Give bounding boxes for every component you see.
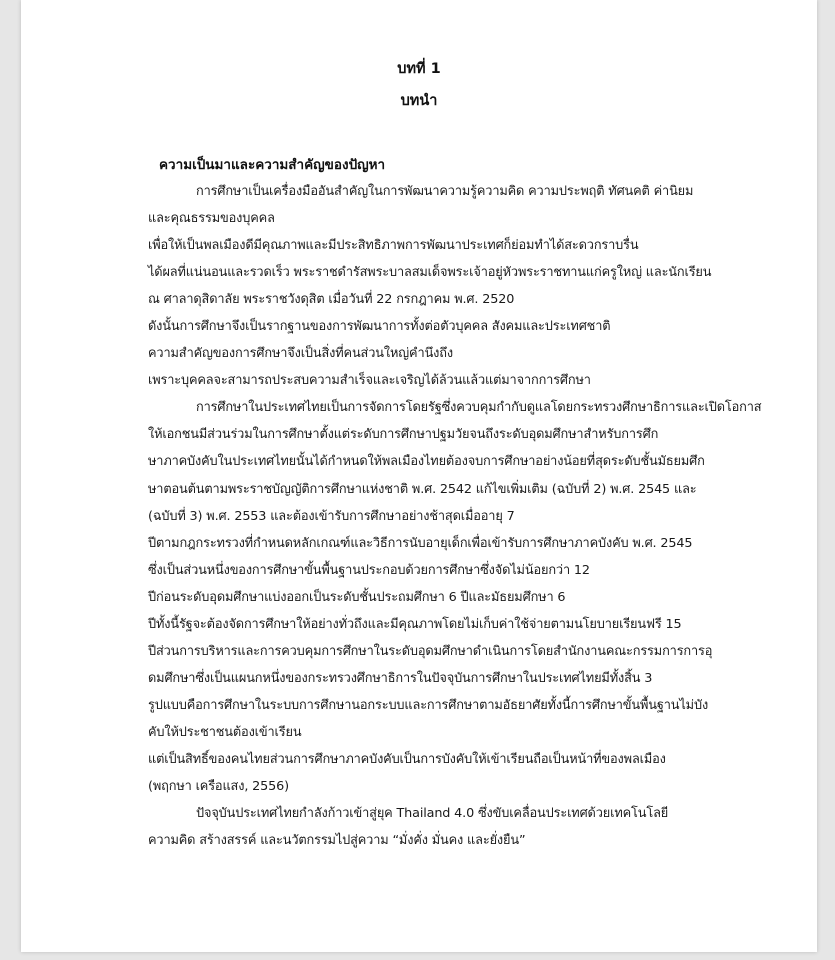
paragraph-line: ณ ศาลาดุสิดาลัย พระราชวังดุสิต เมื่อวันที่ 22 กรกฎาคม พ.ศ. 2520 xyxy=(148,292,515,307)
section-heading: ความเป็นมาและความสำคัญของปัญหา xyxy=(159,157,386,173)
chapter-number: บทที่ 1 xyxy=(397,61,441,77)
paragraph-line: ดังนั้นการศึกษาจึงเป็นรากฐานของการพัฒนาการทั้งต่อตัวบุคคล สังคมและประเทศชาติ xyxy=(148,319,611,334)
paragraph-line: ปัจจุบันประเทศไทยกำลังก้าวเข้าสู่ยุค Thailand 4.0 ซึ่งขับเคลื่อนประเทศด้วยเทคโนโลยี xyxy=(196,806,669,821)
chapter-title: บทนำ xyxy=(400,93,438,109)
paragraph-line: ให้เอกชนมีส่วนร่วมในการศึกษาตั้งแต่ระดับการศึกษาปฐมวัยจนถึงระดับอุดมศึกษาสำหรับการศึก xyxy=(148,427,659,442)
paragraph-line: รูปแบบคือการศึกษาในระบบการศึกษานอกระบบและการศึกษาตามอัธยาศัยทั้งนี้การศึกษาขั้นพื้นฐานไม่บัง xyxy=(148,698,709,713)
paragraph-line: การศึกษาในประเทศไทยเป็นการจัดการโดยรัฐซึ่งควบคุมกำกับดูแลโดยกระทรวงศึกษาธิการและเปิดโอกาส xyxy=(196,400,762,415)
paragraph-line: (ฉบับที่ 3) พ.ศ. 2553 และต้องเข้ารับการศึกษาอย่างช้าสุดเมื่ออายุ 7 xyxy=(148,509,515,524)
paragraph-line: ความสำคัญของการศึกษาจึงเป็นสิ่งที่คนส่วนใหญ่คำนึงถึง xyxy=(148,346,453,361)
document-page xyxy=(21,0,817,952)
paragraph-line: คับให้ประชาชนต้องเข้าเรียน xyxy=(148,725,302,740)
paragraph-line: ษาภาคบังคับในประเทศไทยนั้นได้กำหนดให้พลเมืองไทยต้องจบการศึกษาอย่างน้อยที่สุดระดับชั้นมัธยมศึก xyxy=(148,454,705,469)
paragraph-line: ปีส่วนการบริหารและการควบคุมการศึกษาในระดับอุดมศึกษาดำเนินการโดยสำนักงานคณะกรรมการการอุ xyxy=(148,644,713,659)
paragraph-line: ปีทั้งนี้รัฐจะต้องจัดการศึกษาให้อย่างทั่วถึงและมีคุณภาพโดยไม่เก็บค่าใช้จ่ายตามนโยบายเรียนฟรี 15 xyxy=(148,617,682,632)
paragraph-line: แต่เป็นสิทธิ์ของคนไทยส่วนการศึกษาภาคบังคับเป็นการบังคับให้เข้าเรียนถือเป็นหน้าที่ของพลเมือง xyxy=(148,752,666,767)
paragraph-line: ปีก่อนระดับอุดมศึกษาแบ่งออกเป็นระดับชั้นประถมศึกษา 6 ปีและมัธยมศึกษา 6 xyxy=(148,590,566,605)
paragraph-line: ษาตอนต้นตามพระราชบัญญัติการศึกษาแห่งชาติ พ.ศ. 2542 แก้ไขเพิ่มเติม (ฉบับที่ 2) พ.ศ. 2545 และ xyxy=(148,482,697,497)
paragraph-line: เพราะบุคคลจะสามารถประสบความสำเร็จและเจริญได้ล้วนแล้วแต่มาจากการศึกษา xyxy=(148,373,591,388)
paragraph-line: และคุณธรรมของบุคคล xyxy=(148,211,275,226)
paragraph-line: ได้ผลที่แน่นอนและรวดเร็ว พระราชดำรัสพระบาลสมเด็จพระเจ้าอยู่หัวพระราชทานแก่ครูใหญ่ และนักเรียน xyxy=(148,265,712,280)
paragraph-line: เพื่อให้เป็นพลเมืองดีมีคุณภาพและมีประสิทธิภาพการพัฒนาประเทศก็ย่อมทำได้สะดวกราบรื่น xyxy=(148,238,639,253)
paragraph-line: ความคิด สร้างสรรค์ และนวัตกรรมไปสู่ความ “มั่งคั่ง มั่นคง และยั่งยืน” xyxy=(148,833,526,848)
paragraph-line: ซึ่งเป็นส่วนหนึ่งของการศึกษาขั้นพื้นฐานประกอบด้วยการศึกษาซึ่งจัดไม่น้อยกว่า 12 xyxy=(148,563,590,578)
paragraph-line: ปีตามกฎกระทรวงที่กำหนดหลักเกณฑ์และวิธีการนับอายุเด็กเพื่อเข้ารับการศึกษาภาคบังคับ พ.ศ. 2545 xyxy=(148,536,693,551)
paragraph-line: การศึกษาเป็นเครื่องมืออันสำคัญในการพัฒนาความรู้ความคิด ความประพฤติ ทัศนคติ ค่านิยม xyxy=(196,184,694,199)
paragraph-line: (พฤกษา เครือแสง, 2556) xyxy=(148,779,289,794)
paragraph-line: ดมศึกษาซึ่งเป็นแผนกหนึ่งของกระทรวงศึกษาธิการในปัจจุบันการศึกษาในประเทศไทยมีทั้งสิ้น 3 xyxy=(148,671,653,686)
